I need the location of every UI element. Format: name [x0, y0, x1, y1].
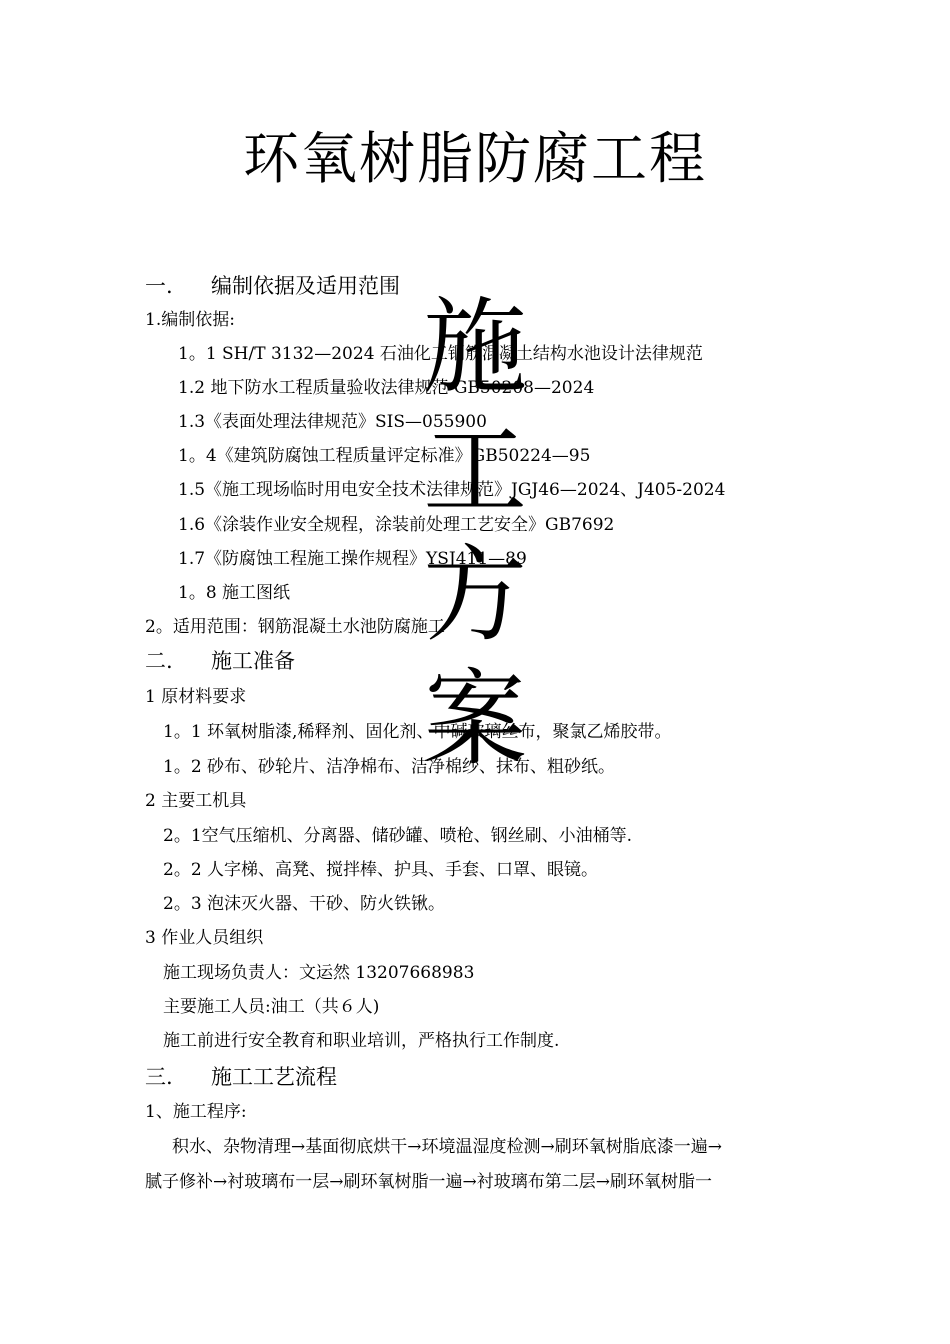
- section-heading-1: [145, 272, 400, 300]
- list-item: 1。4《建筑防腐蚀工程质量评定标准》GB50224—95: [178, 446, 591, 466]
- section-heading-2: [145, 647, 295, 675]
- list-item: 施工现场负责人：文运然 13207668983: [163, 963, 475, 983]
- subheading-tools: 2 主要工机具: [145, 791, 247, 811]
- list-item: 2。1空气压缩机、分离器、储砂罐、喷枪、钢丝刷、小油桶等.: [163, 826, 633, 846]
- section-title: 施工准备: [211, 649, 295, 673]
- list-item: 2。3 泡沫灭火器、干砂、防火铁锹。: [163, 894, 446, 914]
- list-item: 1.2 地下防水工程质量验收法律规范 GB50208—2024: [178, 378, 595, 398]
- section-number: 一.: [145, 274, 173, 298]
- section-title: 施工工艺流程: [211, 1065, 337, 1089]
- paragraph-line: 积水、杂物清理→基面彻底烘干→环境温湿度检测→刷环氧树脂底漆一遍→: [172, 1137, 722, 1157]
- list-item: 1.6《涂装作业安全规程，涂装前处理工艺安全》GB7692: [178, 515, 615, 535]
- section-number: 三.: [145, 1065, 173, 1089]
- list-item: 1。2 砂布、砂轮片、洁净棉布、洁净棉纱、抹布、粗砂纸。: [163, 757, 616, 777]
- subheading-materials: 1 原材料要求: [145, 687, 247, 707]
- list-item: 1。1 SH/T 3132—2024 石油化工钢筋混凝土结构水池设计法律规范: [178, 344, 703, 364]
- scope-line: 2。适用范围：钢筋混凝土水池防腐施工: [145, 617, 445, 637]
- list-item: 1.7《防腐蚀工程施工操作规程》YSJ411—89: [178, 549, 527, 569]
- list-item: 主要施工人员:油工（共６人): [163, 997, 380, 1017]
- overlay-char: 工: [422, 410, 527, 532]
- overlay-char: 施: [422, 286, 527, 408]
- section-number: 二.: [145, 649, 173, 673]
- paragraph-line: 腻子修补→衬玻璃布一层→刷环氧树脂一遍→衬玻璃布第二层→刷环氧树脂一: [145, 1172, 712, 1192]
- subheading-basis: 1.编制依据:: [145, 310, 235, 330]
- subheading-procedure: 1、施工程序:: [145, 1102, 247, 1122]
- list-item: 2。2 人字梯、高凳、搅拌棒、护具、手套、口罩、眼镜。: [163, 860, 599, 880]
- page-title: 环氧树脂防腐工程: [243, 127, 707, 192]
- overlay-char: 方: [422, 534, 527, 656]
- list-item: 1。8 施工图纸: [178, 583, 291, 603]
- list-item: 1.5《施工现场临时用电安全技术法律规范》JGJ46—2024、J405-2024: [178, 480, 726, 500]
- subheading-personnel: 3 作业人员组织: [145, 928, 264, 948]
- list-item: 1。1 环氧树脂漆,稀释剂、固化剂、中碱玻璃丝布，聚氯乙烯胶带。: [163, 722, 672, 742]
- list-item: 1.3《表面处理法律规范》SIS—055900: [178, 412, 487, 432]
- overlay-char: 案: [422, 658, 527, 780]
- list-item: 施工前进行安全教育和职业培训，严格执行工作制度.: [163, 1031, 560, 1051]
- section-heading-3: [145, 1063, 337, 1091]
- section-title: 编制依据及适用范围: [211, 274, 400, 298]
